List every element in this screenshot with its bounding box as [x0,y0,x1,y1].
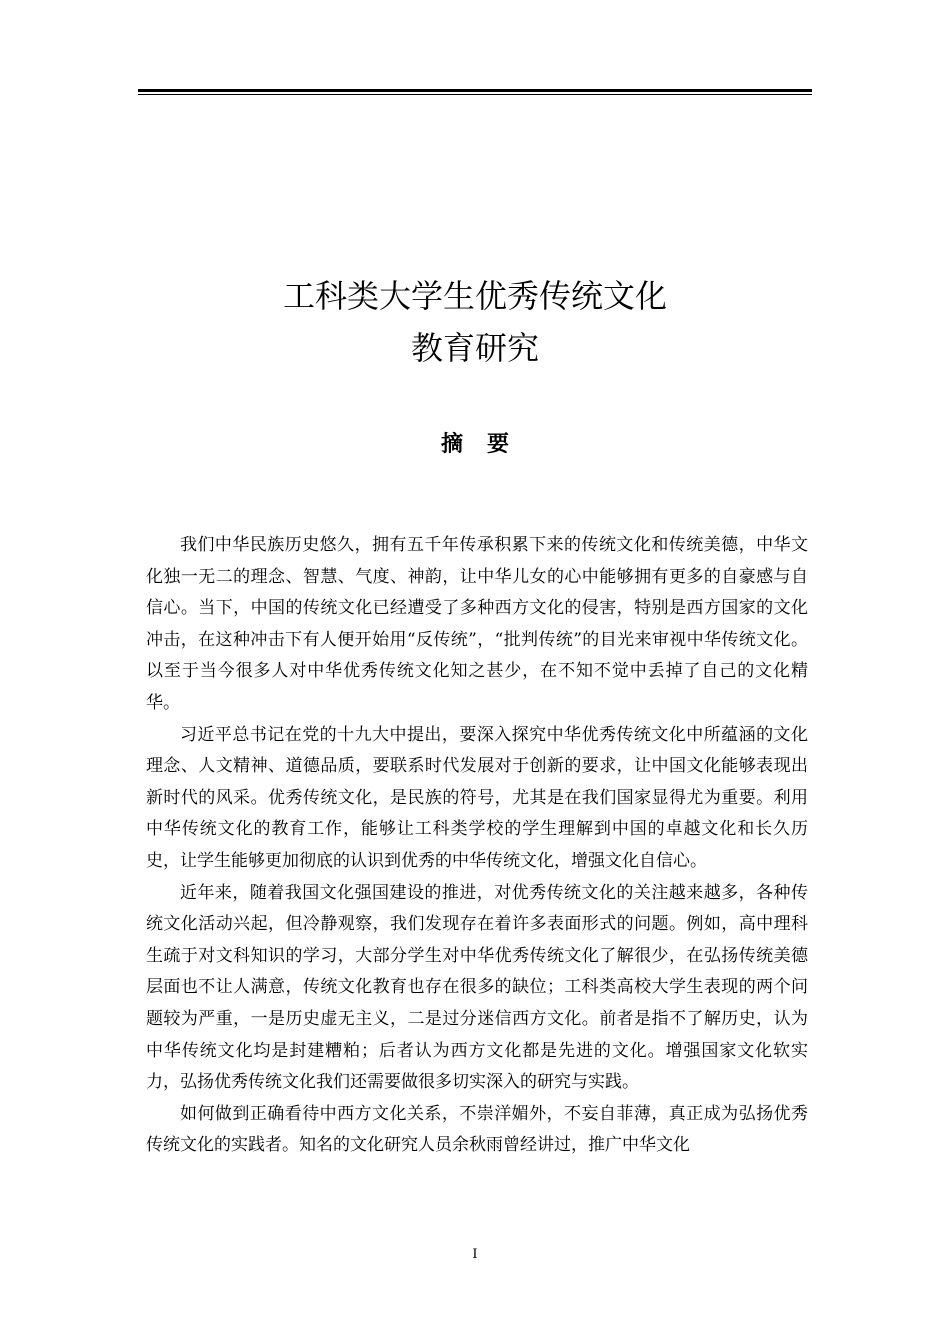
abstract-body [146,530,808,1162]
abstract-paragraph-4: 如何做到正确看待中西方文化关系，不崇洋媚外，不妄自菲薄，真正成为弘扬优秀传统文化的实践者。知名的文化研究人员余秋雨曾经讲过，推广中华文化 [146,1103,808,1156]
abstract-heading-char-1: 摘 [440,432,463,457]
abstract-paragraph-1: 我们中华民族历史悠久，拥有五千年传承积累下来的传统文化和传统美德，中华文化独一无二的理念、智慧、气度、神韵，让中华儿女的心中能够拥有更多的自豪感与自信心。当下，中国的传统文化已经遭受了多种西方文化的侵害，特别是西方国家的文化冲击，在这种冲击下有人便开始用“反传统”，“批判传统”的目光来审视中华传统文化。以至于当今很多人对中华优秀传统文化知之甚少，在不知不觉中丢掉了自己的文化精华。 [146,535,808,713]
thesis-title [0,270,950,374]
page-number: I [472,1247,478,1262]
abstract-heading-char-2: 要 [487,432,510,457]
abstract-paragraph-2: 习近平总书记在党的十九大中提出，要深入探究中华优秀传统文化中所蕴涵的文化理念、人文精神、道德品质，要联系时代发展对于创新的要求，让中国文化能够表现出新时代的风采。优秀传统文化，是民族的符号，尤其是在我们国家显得尤为重要。利用中华传统文化的教育工作，能够让工科类学校的学生理解到中国的卓越文化和长久历史，让学生能够更加彻底的认识到优秀的中华传统文化，增强文化自信心。 [146,724,808,871]
abstract-heading [0,425,950,465]
thesis-title-line-2: 教育研究 [410,329,539,367]
header-double-rule [138,89,812,95]
thesis-title-line-1: 工科类大学生优秀传统文化 [282,277,667,315]
abstract-paragraph-3: 近年来，随着我国文化强国建设的推进，对优秀传统文化的关注越来越多，各种传统文化活动兴起，但冷静观察，我们发现存在着许多表面形式的问题。例如，高中理科生疏于对文科知识的学习，大部分学生对中华优秀传统文化了解很少，在弘扬传统美德层面也不让人满意，传统文化教育也存在很多的缺位；工科类高校大学生表现的两个问题较为严重，一是历史虚无主义，二是过分迷信西方文化。前者是指不了解历史，认为中华传统文化均是封建糟粕；后者认为西方文化都是先进的文化。增强国家文化软实力，弘扬优秀传统文化我们还需要做很多切实深入的研究与实践。 [146,882,808,1093]
